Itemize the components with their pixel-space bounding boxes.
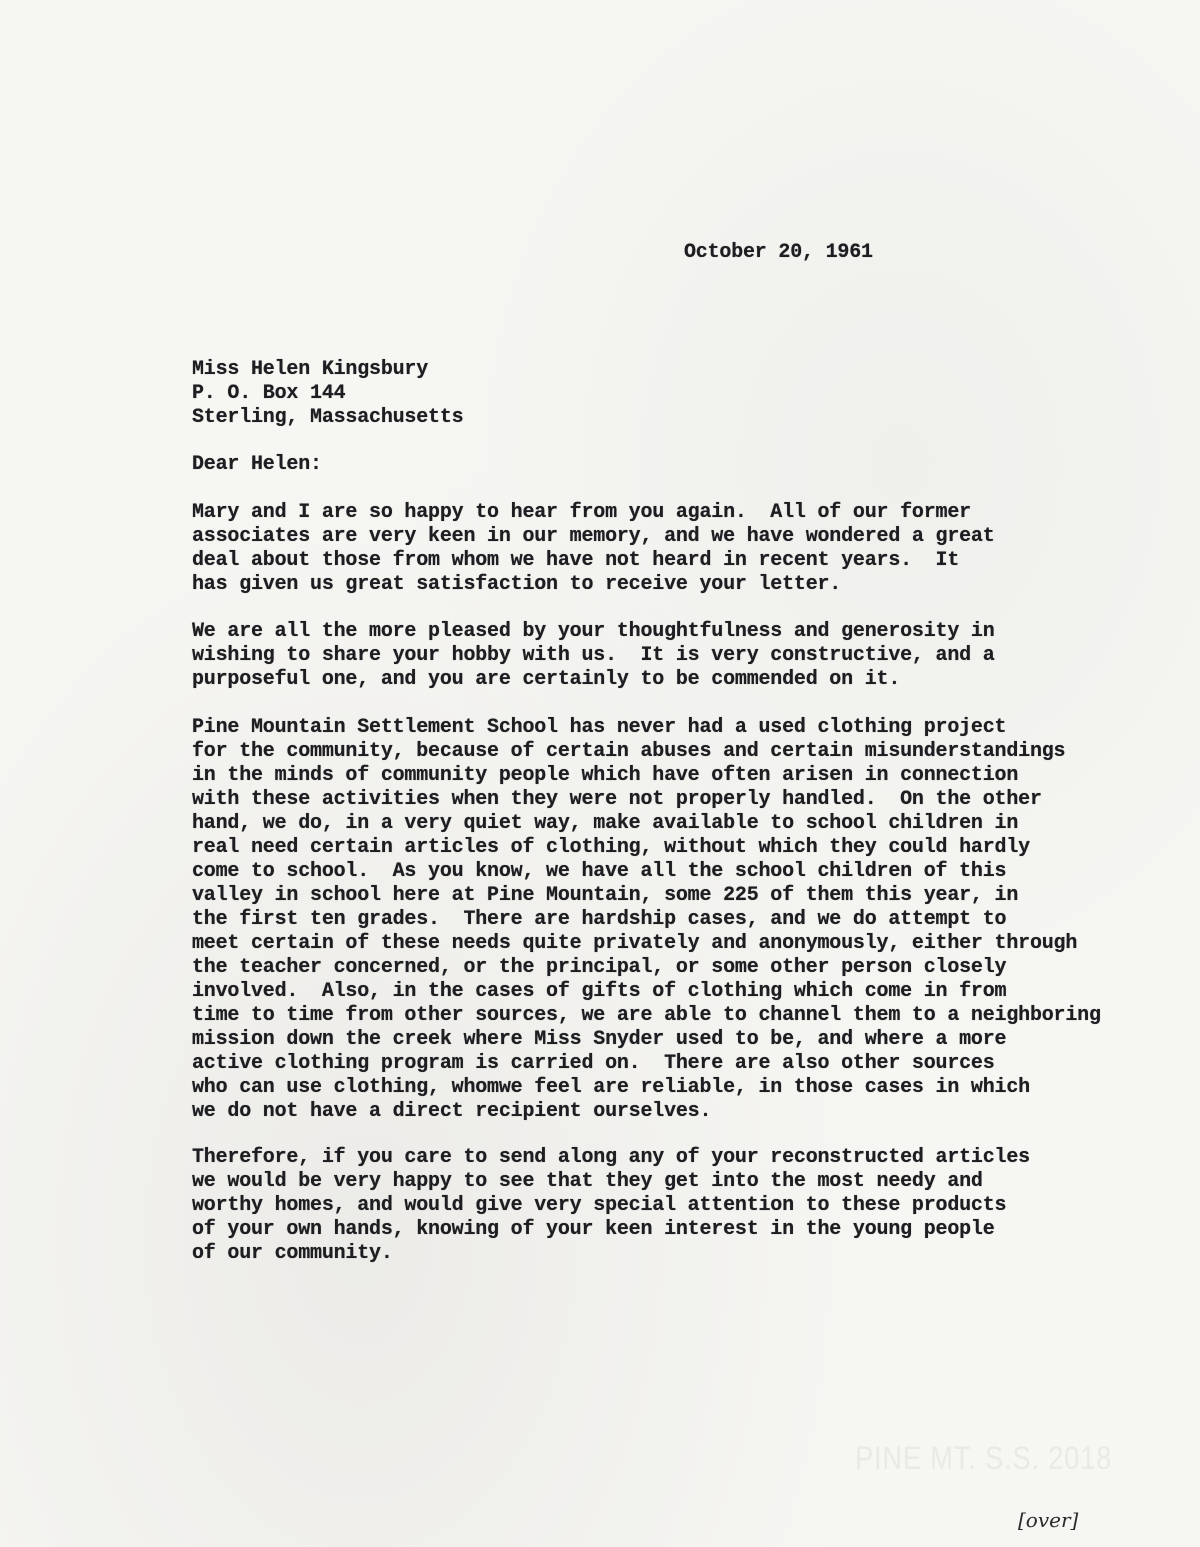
letter-date: October 20, 1961 [684,241,873,264]
paragraph-3: Pine Mountain Settlement School has never had a used clothing project for the community, because of certain abuses and certain misunderstandings in the minds of community people which have often arisen in connection with these activities when they were not properly handled. On the other hand, we do, in a very quiet way, make available to school children in real need certain articles of clothing, without which they could hardly come to school. As you know, we have all the school children of this valley in school here at Pine Mountain, some 225 of them this year, in the first ten grades. There are hardship cases, and we do attempt to meet certain of these needs quite privately and anonymously, either through the teacher concerned, or the principal, or some other person closely involved. Also, in the cases of gifts of clothing which come in from time to time from other sources, we are able to channel them to a neighboring mission down the creek where Miss Snyder used to be, and where a more active clothing program is carried on. There are also other sources who can use clothing, whomwe feel are reliable, in those cases in which we do not have a direct recipient ourselves. [192,716,1101,1123]
paragraph-1: Mary and I are so happy to hear from you again. All of our former associates are very keen in our memory, and we have wondered a great deal about those from whom we have not heard in recent years. It has given us great satisfaction to receive your letter. [192,501,995,596]
paragraph-4: Therefore, if you care to send along any of your reconstructed articles we would be very happy to see that they get into the most needy and worthy homes, and would give very special attention to these products of your own hands, knowing of your keen interest in the young people of our community. [192,1146,1030,1265]
handwritten-over-note: [over] [1018,1508,1079,1532]
recipient-address: Miss Helen Kingsbury P. O. Box 144 Sterling, Massachusetts [192,358,464,429]
salutation: Dear Helen: [192,453,322,476]
archive-watermark: PINE MT. S.S. 2018 [855,1440,1113,1476]
paragraph-2: We are all the more pleased by your thoughtfulness and generosity in wishing to share your hobby with us. It is very constructive, and a purposeful one, and you are certainly to be commended on it. [192,620,995,691]
